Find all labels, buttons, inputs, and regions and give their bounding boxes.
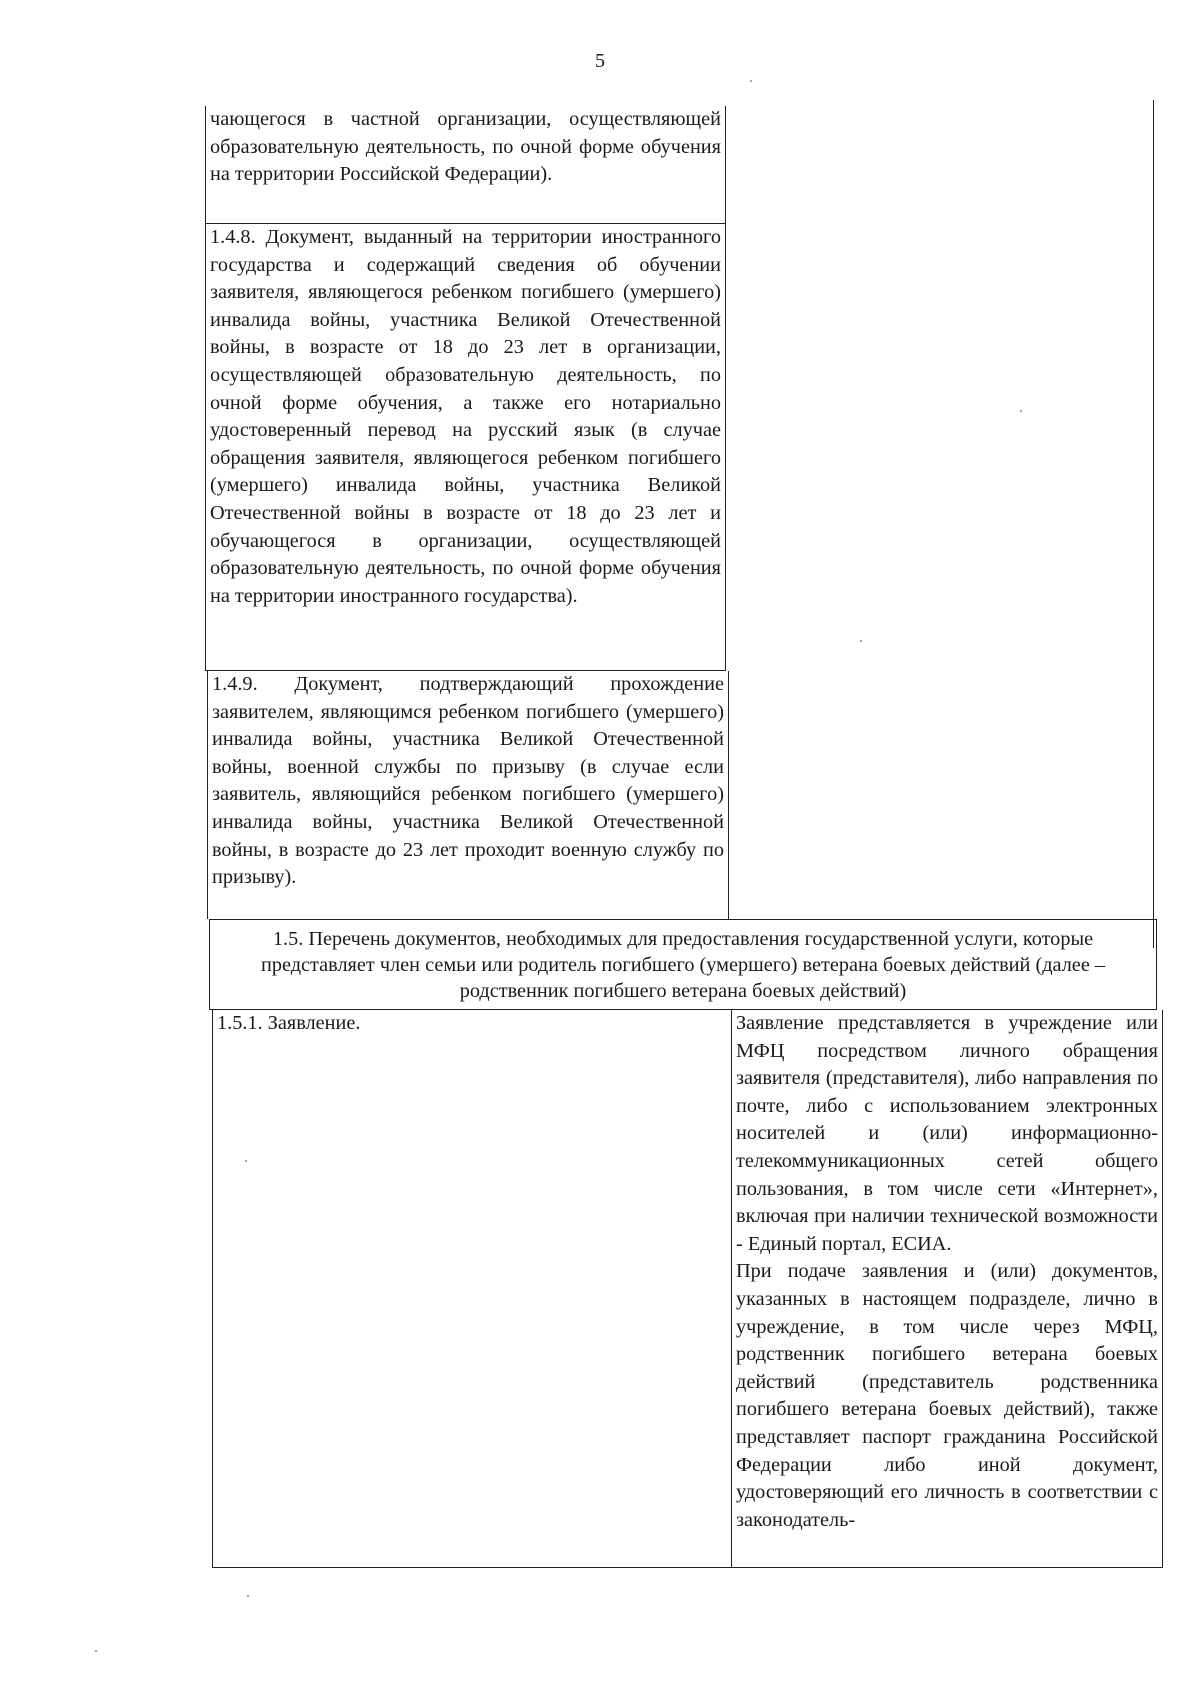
scan-speck	[95, 1650, 97, 1652]
row-1-5-1-right-p1: Заявление представляется в учреждение или МФЦ посредством личного обращения заявителя (представителя), либо направления по почте, либо с использованием электронных носителей и (или) информационно-телекоммуникационных сетей общего пользования, в том числе сети «Интернет», включая при наличии технической возможности - Единый портал, ЕСИА.	[736, 1012, 1158, 1255]
right-border-upper	[1153, 100, 1154, 948]
row-1-5-1-left	[212, 1010, 731, 1568]
row-1-5-1-left-text: 1.5.1. Заявление.	[217, 1012, 361, 1034]
scan-speck	[247, 1595, 249, 1597]
scan-speck	[860, 640, 862, 642]
section-1-5-header-text: 1.5. Перечень документов, необходимых для предоставления государственной услуги, которые представляет член семьи или родитель погибшего (умершего) ветерана боевых действий (далее – родственник погибшего ветерана боевых действий)	[260, 928, 1106, 1002]
row-1-4-8-text: 1.4.8. Документ, выданный на территории иностранного государства и содержащий сведения об обучении заявителя, являющегося ребенком погибшего (умершего) инвалида войны, участника Великой Отечественной войны, в возрасте от 18 до 23 лет в организации, осуществляющей образовательную деятельность, по очной форме обучения, а также его нотариально удостоверенный перевод на русский язык (в случае обращения заявителя, являющегося ребенком погибшего (умершего) инвалида войны, участника Великой Отечественной войны в возрасте от 18 до 23 лет и обучающегося в организации, осуществляющей образовательную деятельность, по очной форме обучения на территории иностранного государства).	[210, 226, 721, 607]
row-continuation-text: чающегося в частной организации, осуществляющей образовательную деятельность, по очной форме обучения на территории Российской Федерации).	[210, 108, 721, 186]
scan-speck	[245, 1160, 247, 1162]
row-1-5-1-right-p2: При подаче заявления и (или) документов, указанных в настоящем подразделе, лично в учреждение, в том числе через МФЦ, родственник погибшего ветерана боевых действий (представитель родственника погибшего ветерана боевых действий), также представляет паспорт гражданина Российской Федерации либо иной документ, удостоверяющий его личность в соответствии с законодатель-	[736, 1260, 1158, 1531]
page-number: 5	[595, 50, 605, 72]
row-1-4-9-left	[207, 671, 729, 919]
row-1-5-1-right	[731, 1010, 1163, 1568]
section-1-5-header	[209, 919, 1157, 1010]
row-continuation-left	[205, 106, 726, 224]
scan-speck	[750, 80, 752, 82]
scan-speck	[1020, 410, 1022, 412]
row-1-4-8-left	[205, 224, 726, 671]
row-1-4-9-text: 1.4.9. Документ, подтверждающий прохождение заявителем, являющимся ребенком погибшего (умершего) инвалида войны, участника Великой Отечественной войны, военной службы по призыву (в случае если заявитель, являющийся ребенком погибшего (умершего) инвалида войны, участника Великой Отечественной войны, в возрасте до 23 лет проходит военную службу по призыву).	[212, 673, 724, 889]
